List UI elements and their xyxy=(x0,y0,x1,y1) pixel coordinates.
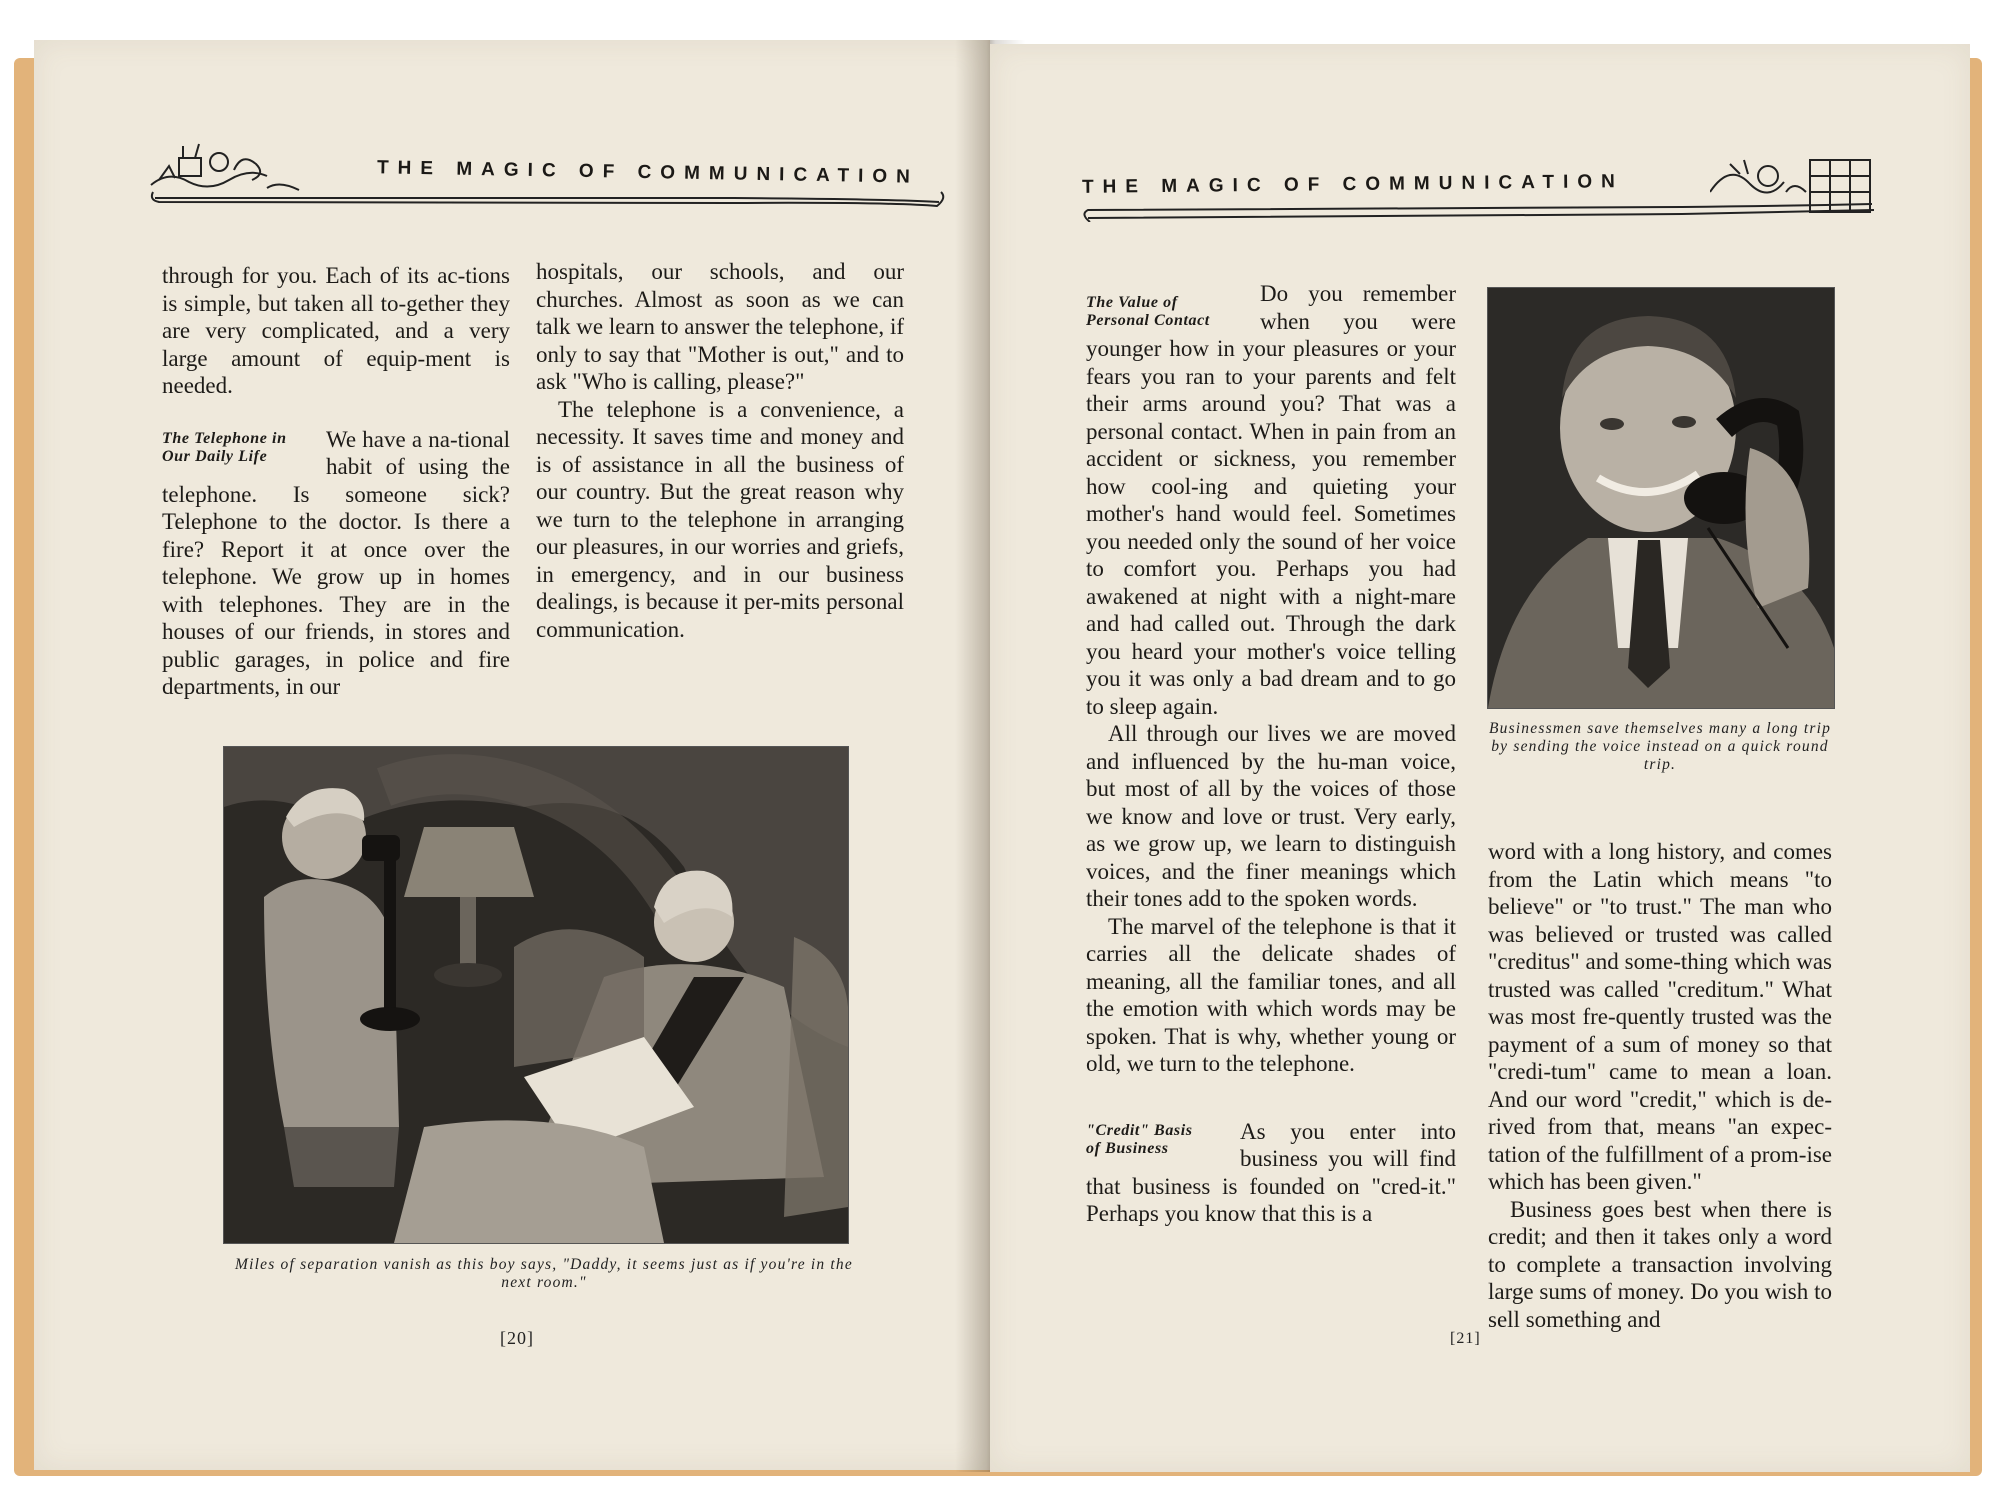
sidehead-credit-basis xyxy=(1086,1122,1226,1158)
body-paragraph: We have a na-tional habit of using the telephone. Is someone sick? Telephone to the doctor. Is there a fire? Report it at once over the telephone. We grow up in homes with telephones. They are in the houses of our friends, in stores and public garages, in police and fire departments, in our xyxy=(162,426,510,699)
right-column-1 xyxy=(1086,280,1456,1228)
body-paragraph: The marvel of the telephone is that it carries all the delicate shades of meaning, all the familiar tones, and all the emotion with which words may be spoken. That is why, whether young or old, we turn to the telephone. xyxy=(1086,913,1456,1076)
photo-caption: Miles of separation vanish as this boy says, "Daddy, it seems just as if you're in the next room." xyxy=(235,1256,853,1291)
photo-businessman-on-telephone xyxy=(1487,287,1835,709)
running-head-title: THE MAGIC OF COMMUNICATION xyxy=(1081,171,1624,198)
sidehead-line: The Value of xyxy=(1086,294,1178,311)
body-paragraph: word with a long history, and comes from the Latin which means "to believe" or "to trust." The man who was believed or trusted was called "creditus" and some-thing which was trusted was called "creditum." What was most fre-quently trusted was the payment of a sum of money so that "credi-tum" came to mean a loan. And our word "credit," which is de-rived from that, means "an expec-tation of the fulfillment of a prom-ise which has been given." xyxy=(1488,839,1832,1194)
sidehead-value-personal-contact xyxy=(1086,294,1246,330)
sidehead-telephone-daily-life xyxy=(162,430,312,466)
right-page xyxy=(990,44,1970,1472)
photo-caption: Businessmen save themselves many a long trip by sending the voice instead on a quick round trip. xyxy=(1488,720,1832,773)
sidehead-line: Personal Contact xyxy=(1086,312,1210,329)
body-paragraph: Do you remember when you were younger how in your pleasures or your fears you ran to your parents and felt their arms around you? That was a personal contact. When in pain from an accident or sickness, you remember how cool-ing and quieting your mother's hand would feel. Sometimes you needed only the sound of her voice to comfort you. Perhaps you had awakened at night with a night-mare and had called out. Through the dark you heard your mother's voice telling you it was only a bad dream and to go to sleep again. xyxy=(1086,281,1456,719)
body-paragraph: The telephone is a convenience, a necessity. It saves time and money and is of assistance in all the business of our country. But the great reason why we turn to the telephone in arranging our pleasures, in our worries and griefs, in emergency, and in our business dealings, is because it per-mits personal communication. xyxy=(536,396,904,642)
running-head-title: THE MAGIC OF COMMUNICATION xyxy=(376,157,919,188)
sidehead-line: "Credit" Basis xyxy=(1086,1121,1193,1139)
intro-paragraph: through for you. Each of its ac-tions is simple, but taken all to-gether they are very complicated, and a very large amount of equip-ment is needed. xyxy=(162,263,510,398)
left-running-head xyxy=(149,140,949,210)
right-column-2 xyxy=(1488,838,1832,1333)
body-paragraph: Business goes best when there is credit; and then it takes only a word to complete a transaction involving large sums of money. Do you wish to sell something and xyxy=(1488,1196,1832,1332)
body-paragraph: As you enter into business you will find that business is founded on "cred-it." Perhaps you know that this is a xyxy=(1086,1118,1456,1226)
body-paragraph: hospitals, our schools, and our churches. Almost as soon as we can talk we learn to answer the telephone, if only to say that "Mother is out," and to ask "Who is calling, please?" xyxy=(536,259,904,394)
sidehead-line: The Telephone in xyxy=(162,429,287,447)
right-running-head xyxy=(1082,152,1932,222)
photo-boy-on-telephone xyxy=(223,746,849,1244)
body-paragraph: All through our lives we are moved and influenced by the hu-man voice, but most of all by the voices of those we know and love or trust. Very early, as we grow up, we learn to distinguish voices, and the finer meanings which their tones add to the spoken words. xyxy=(1086,721,1456,911)
page-number: [21] xyxy=(1450,1330,1481,1347)
left-column-1 xyxy=(162,262,510,701)
page-number: [20] xyxy=(500,1328,534,1348)
left-page xyxy=(34,40,990,1470)
sidehead-line: Our Daily Life xyxy=(162,447,268,465)
left-column-2 xyxy=(536,258,904,643)
radio-tubes-illustration-ornament xyxy=(1710,152,1880,222)
sidehead-line: of Business xyxy=(1086,1139,1169,1157)
